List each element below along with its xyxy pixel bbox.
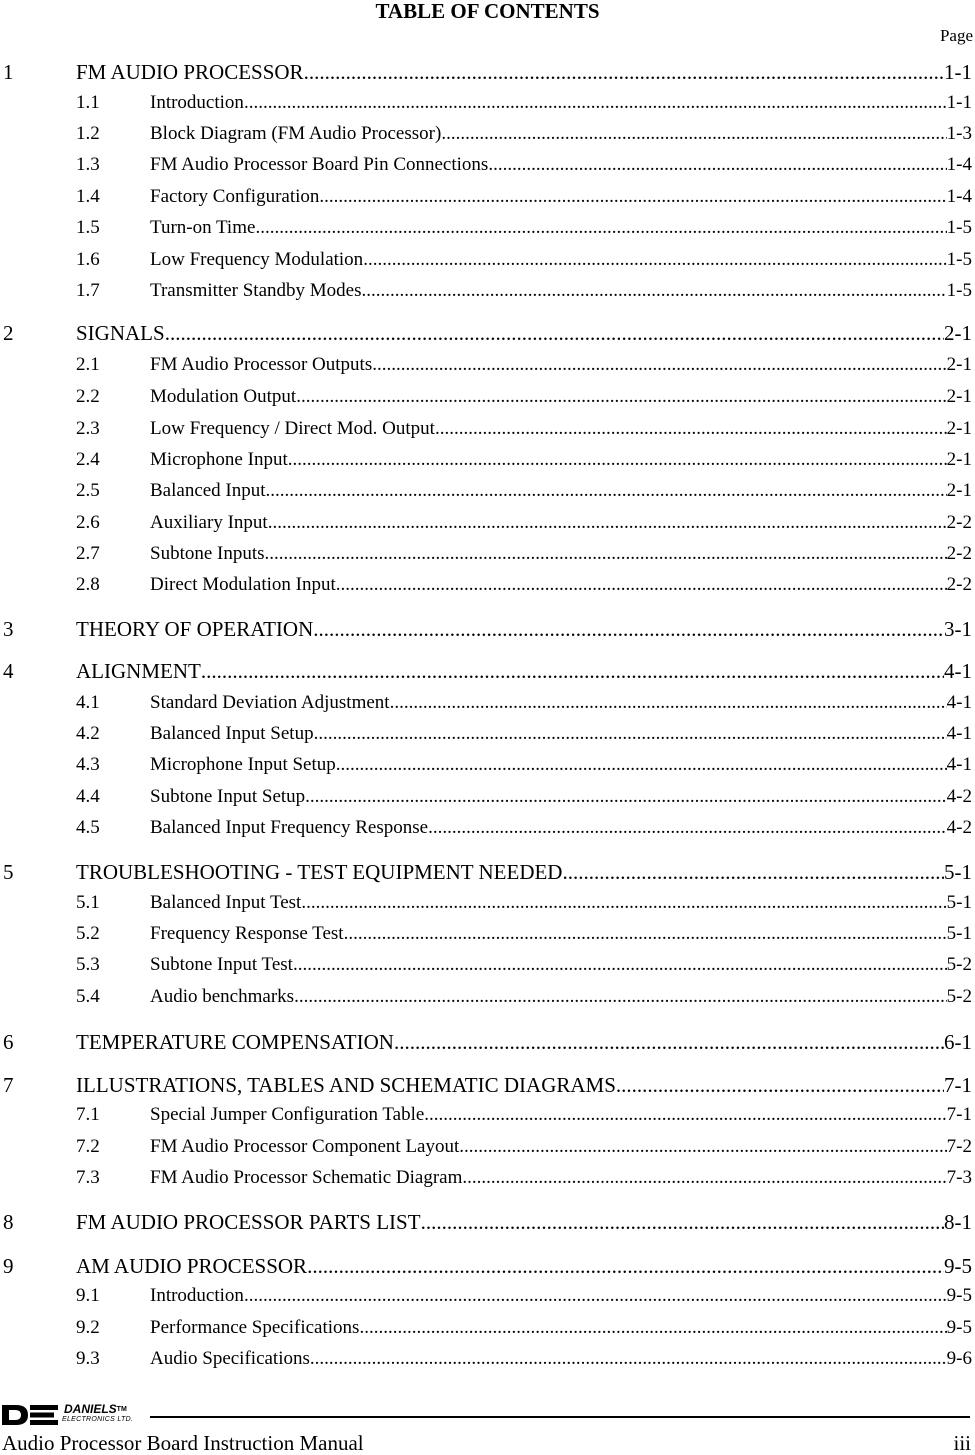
dot-leader [301,892,946,914]
toc-entry-body [150,280,972,302]
toc-entry-body [150,123,972,145]
toc-entry-number: 7.3 [76,1167,100,1188]
toc-entry-number: 1.3 [76,154,100,175]
toc-entry [0,1210,972,1240]
toc-entry-page: 5-1 [946,892,972,913]
toc-entry-number: 1 [3,60,14,84]
toc-entry-title: Direct Modulation Input [150,574,336,595]
toc-entry-page: 4-1 [946,692,972,713]
toc-entry-title: Subtone Input Setup [150,786,306,807]
toc-entry-page: 9-5 [946,1317,972,1338]
toc-entry [0,543,972,573]
toc-entry-body [150,449,972,471]
manual-title: Audio Processor Board Instruction Manual [2,1431,364,1455]
toc-entry [0,574,972,604]
toc-entry-title: TROUBLESHOOTING - TEST EQUIPMENT NEEDED [76,860,563,884]
toc-entry-number: 1.6 [76,249,100,270]
toc-entry-number: 2.5 [76,480,100,501]
toc-entry-title: Factory Configuration [150,186,320,207]
toc-entry-page: 1-1 [944,60,972,84]
toc-entry-page: 6-1 [944,1030,972,1054]
toc-entry-number: 9 [3,1254,14,1278]
dot-leader [361,280,946,302]
dot-leader [313,617,944,642]
toc-entry-number: 5.4 [76,986,100,1007]
toc-entry-page: 1-1 [946,92,972,113]
dot-leader [265,543,947,565]
toc-entry-title: Block Diagram (FM Audio Processor) [150,123,442,144]
toc-entry-body [76,659,972,684]
toc-entry-title: FM Audio Processor Board Pin Connections [150,154,489,175]
toc-entry-page: 1-5 [946,249,972,270]
toc-entry-number: 5.3 [76,954,100,975]
toc-entry-number: 1.1 [76,92,100,113]
toc-entry-body [150,1136,972,1158]
toc-entry-title: Balanced Input Test [150,892,302,913]
toc-entry-title: FM AUDIO PROCESSOR PARTS LIST [76,1210,421,1234]
toc-entry-title: Introduction [150,92,244,113]
toc-entry-title: Low Frequency Modulation [150,249,364,270]
toc-entry-title: THEORY OF OPERATION [76,617,314,641]
toc-entry-page: 2-1 [946,386,972,407]
toc-entry-body [150,186,972,208]
toc-entry-number: 1.4 [76,186,100,207]
toc-entry-number: 7 [3,1073,14,1097]
page-number: iii [953,1431,971,1455]
dot-leader [201,659,944,684]
toc-entry-title: Microphone Input Setup [150,754,336,775]
toc-entry [0,217,972,247]
toc-entry-number: 3 [3,617,14,641]
toc-entry [0,386,972,416]
logo-tm: TM [116,1406,127,1413]
toc-entry [0,449,972,479]
toc-entry-page: 4-2 [946,786,972,807]
toc-entry-page: 4-1 [944,659,972,683]
toc-entry-number: 2.3 [76,418,100,439]
toc-entry-body [150,923,972,945]
dot-leader [305,786,947,808]
dot-leader [266,480,947,502]
toc-entry-page: 2-2 [946,543,972,564]
page-title: TABLE OF CONTENTS [375,0,600,23]
toc-entry-page: 9-6 [946,1348,972,1369]
toc-entry-body [150,92,972,114]
daniels-logo [2,1403,152,1431]
toc-entry-page: 7-1 [946,1104,972,1125]
toc-entry-page: 2-2 [946,512,972,533]
toc-entry-body [150,1285,972,1307]
toc-entry [0,480,972,510]
logo-d-icon [2,1405,28,1425]
toc-entry-number: 2.7 [76,543,100,564]
toc-entry-number: 4 [3,659,14,683]
toc-entry [0,1348,972,1378]
toc-entry-title: Auxiliary Input [150,512,268,533]
toc-entry-title: Transmitter Standby Modes [150,280,362,301]
dot-leader [363,249,946,271]
dot-leader [307,1254,944,1279]
toc-entry [0,860,972,890]
dot-leader [244,1285,947,1307]
toc-entry [0,123,972,153]
toc-entry-page: 2-1 [946,354,972,375]
toc-entry [0,418,972,448]
toc-entry-number: 1.5 [76,217,100,238]
toc-entry-title: Special Jumper Configuration Table [150,1104,425,1125]
toc-entry-body [150,418,972,440]
toc-entry-body [150,786,972,808]
dot-leader [336,754,947,776]
dot-leader [562,860,944,885]
toc-entry-page: 1-3 [946,123,972,144]
toc-entry-body [76,60,972,85]
toc-entry-title: Standard Deviation Adjustment [150,692,390,713]
toc-entry-page: 9-5 [946,1285,972,1306]
dot-leader [344,923,947,945]
toc-entry-title: Low Frequency / Direct Mod. Output [150,418,435,439]
toc-entry-body [150,954,972,976]
toc-entry-title: Audio Specifications [150,1348,310,1369]
toc-entry-number: 4.5 [76,817,100,838]
toc-entry-page: 5-1 [946,923,972,944]
toc-entry [0,786,972,816]
toc-entry-title: Balanced Input Frequency Response [150,817,429,838]
dot-leader [441,123,946,145]
dot-leader [288,449,947,471]
toc-entry [0,1136,972,1166]
toc-entry-number: 8 [3,1210,14,1234]
toc-entry [0,1254,972,1284]
dot-leader [424,1104,946,1126]
toc-entry-body [150,574,972,596]
toc-entry-page: 4-2 [946,817,972,838]
toc-entry-body [150,512,972,534]
toc-entry-number: 9.1 [76,1285,100,1306]
dot-leader [304,60,944,85]
toc-entry [0,1030,972,1060]
toc-entry-page: 5-1 [944,860,972,884]
toc-entry-body [150,354,972,376]
toc-entry-page: 4-1 [946,754,972,775]
toc-entry-body [150,386,972,408]
toc-entry-page: 4-1 [946,723,972,744]
toc-entry-title: ALIGNMENT [76,659,201,683]
toc-entry [0,92,972,122]
toc-entry [0,249,972,279]
toc-entry-body [150,723,972,745]
toc-entry-number: 2 [3,321,14,345]
toc-entry-body [76,617,972,642]
toc-entry-title: Frequency Response Test [150,923,344,944]
toc-entry [0,321,972,351]
toc-entry-number: 4.3 [76,754,100,775]
dot-leader [459,1136,946,1158]
toc-entry [0,1167,972,1197]
toc-entry-title: Modulation Output [150,386,297,407]
toc-entry-page: 5-2 [946,954,972,975]
dot-leader [428,817,947,839]
dot-leader [372,354,946,376]
dot-leader [421,1210,944,1235]
toc-entry-page: 8-1 [944,1210,972,1234]
toc-entry-body [150,543,972,565]
dot-leader [314,723,947,745]
dot-leader [435,418,947,440]
footer-rule [150,1416,970,1418]
toc-entry [0,659,972,689]
toc-entry [0,954,972,984]
toc-entry-page: 1-4 [946,154,972,175]
toc-entry [0,354,972,384]
toc-entry-body [150,1104,972,1126]
toc-entry-page: 1-5 [946,217,972,238]
dot-leader [394,1030,944,1055]
toc-entry [0,1073,972,1103]
toc-entry-number: 9.3 [76,1348,100,1369]
toc-entry-body [150,986,972,1008]
toc-entry-title: AM AUDIO PROCESSOR [76,1254,308,1278]
toc-entry-title: Microphone Input [150,449,288,470]
dot-leader [296,386,946,408]
toc-entry-title: Subtone Inputs [150,543,265,564]
toc-entry-page: 2-1 [946,480,972,501]
toc-entry-body [76,321,972,346]
toc-entry-title: TEMPERATURE COMPENSATION [76,1030,394,1054]
toc-entry [0,923,972,953]
toc-entry [0,754,972,784]
logo-e-icon [30,1405,58,1425]
toc-entry-number: 2.8 [76,574,100,595]
dot-leader [390,692,947,714]
toc-entry-title: FM AUDIO PROCESSOR [76,60,304,84]
toc-entry-body [150,480,972,502]
toc-entry-page: 7-3 [946,1167,972,1188]
toc-entry-body [150,217,972,239]
toc-entry [0,154,972,184]
toc-entry-number: 4.2 [76,723,100,744]
toc-entry-title: ILLUSTRATIONS, TABLES AND SCHEMATIC DIAGRAMS [76,1073,616,1097]
toc-entry-title: Subtone Input Test [150,954,293,975]
toc-entry-number: 2.4 [76,449,100,470]
toc-entry [0,723,972,753]
toc-entry-body [76,1030,972,1055]
toc-entry-title: Introduction [150,1285,244,1306]
toc-entry [0,1317,972,1347]
toc-entry-number: 5.2 [76,923,100,944]
dot-leader [268,512,947,534]
toc-entry-number: 4.4 [76,786,100,807]
toc-entry-number: 6 [3,1030,14,1054]
toc-entry-number: 7.1 [76,1104,100,1125]
toc-entry-page: 2-1 [944,321,972,345]
toc-entry-page: 3-1 [944,617,972,641]
toc-entry [0,280,972,310]
dot-leader [319,186,946,208]
toc-entry-body [150,817,972,839]
toc-entry [0,892,972,922]
toc-entry [0,186,972,216]
dot-leader [310,1348,947,1370]
toc-entry-number: 2.2 [76,386,100,407]
toc-entry-number: 9.2 [76,1317,100,1338]
dot-leader [294,986,947,1008]
toc-entry-body [76,1254,972,1279]
toc-entry-body [150,1167,972,1189]
toc-entry-page: 9-5 [944,1254,972,1278]
dot-leader [488,154,946,176]
toc-entry-body [150,692,972,714]
toc-entry-page: 2-2 [946,574,972,595]
toc-entry-body [150,892,972,914]
toc-entry-number: 5 [3,860,14,884]
toc-entry [0,60,972,90]
page-column-label: Page [939,26,973,45]
toc-entry-title: Turn-on Time [150,217,256,238]
toc-entry-page: 7-2 [946,1136,972,1157]
toc-entry-number: 1.7 [76,280,100,301]
toc-entry-page: 2-1 [946,418,972,439]
toc-entry-body [150,249,972,271]
toc-entry-number: 7.2 [76,1136,100,1157]
dot-leader [336,574,947,596]
toc-entry-number: 2.6 [76,512,100,533]
toc-entry [0,1285,972,1315]
toc-entry-number: 5.1 [76,892,100,913]
toc-entry-number: 4.1 [76,692,100,713]
toc-entry-page: 2-1 [946,449,972,470]
dot-leader [165,321,944,346]
toc-entry [0,1104,972,1134]
toc-entry-number: 1.2 [76,123,100,144]
toc-entry-title: Performance Specifications [150,1317,360,1338]
toc-entry-title: Balanced Input Setup [150,723,314,744]
logo-subtitle: ELECTRONICS LTD. [62,1416,134,1423]
toc-entry-title: SIGNALS [76,321,165,345]
toc-entry-body [150,1317,972,1339]
toc-entry-body [150,1348,972,1370]
toc-entry-body [76,860,972,885]
toc-entry-page: 7-1 [944,1073,972,1097]
dot-leader [244,92,947,114]
toc-entry-title: FM Audio Processor Outputs [150,354,373,375]
toc-entry-title: FM Audio Processor Schematic Diagram [150,1167,463,1188]
toc-entry-title: Balanced Input [150,480,266,501]
toc-entry [0,617,972,647]
toc-entry-page: 5-2 [946,986,972,1007]
toc-entry-body [76,1073,972,1098]
toc-entry-page: 1-4 [946,186,972,207]
toc-entry-title: Audio benchmarks [150,986,295,1007]
toc-entry [0,817,972,847]
toc-entry-page: 1-5 [946,280,972,301]
dot-leader [616,1073,944,1098]
toc-entry-title: FM Audio Processor Component Layout [150,1136,460,1157]
toc-entry [0,692,972,722]
dot-leader [462,1167,946,1189]
toc-entry-body [76,1210,972,1235]
logo-name: DANIELS™ [64,1402,127,1416]
toc-entry-number: 2.1 [76,354,100,375]
toc-entry [0,986,972,1016]
dot-leader [255,217,946,239]
dot-leader [359,1317,946,1339]
toc-entry [0,512,972,542]
dot-leader [293,954,947,976]
toc-entry-body [150,754,972,776]
toc-entry-body [150,154,972,176]
